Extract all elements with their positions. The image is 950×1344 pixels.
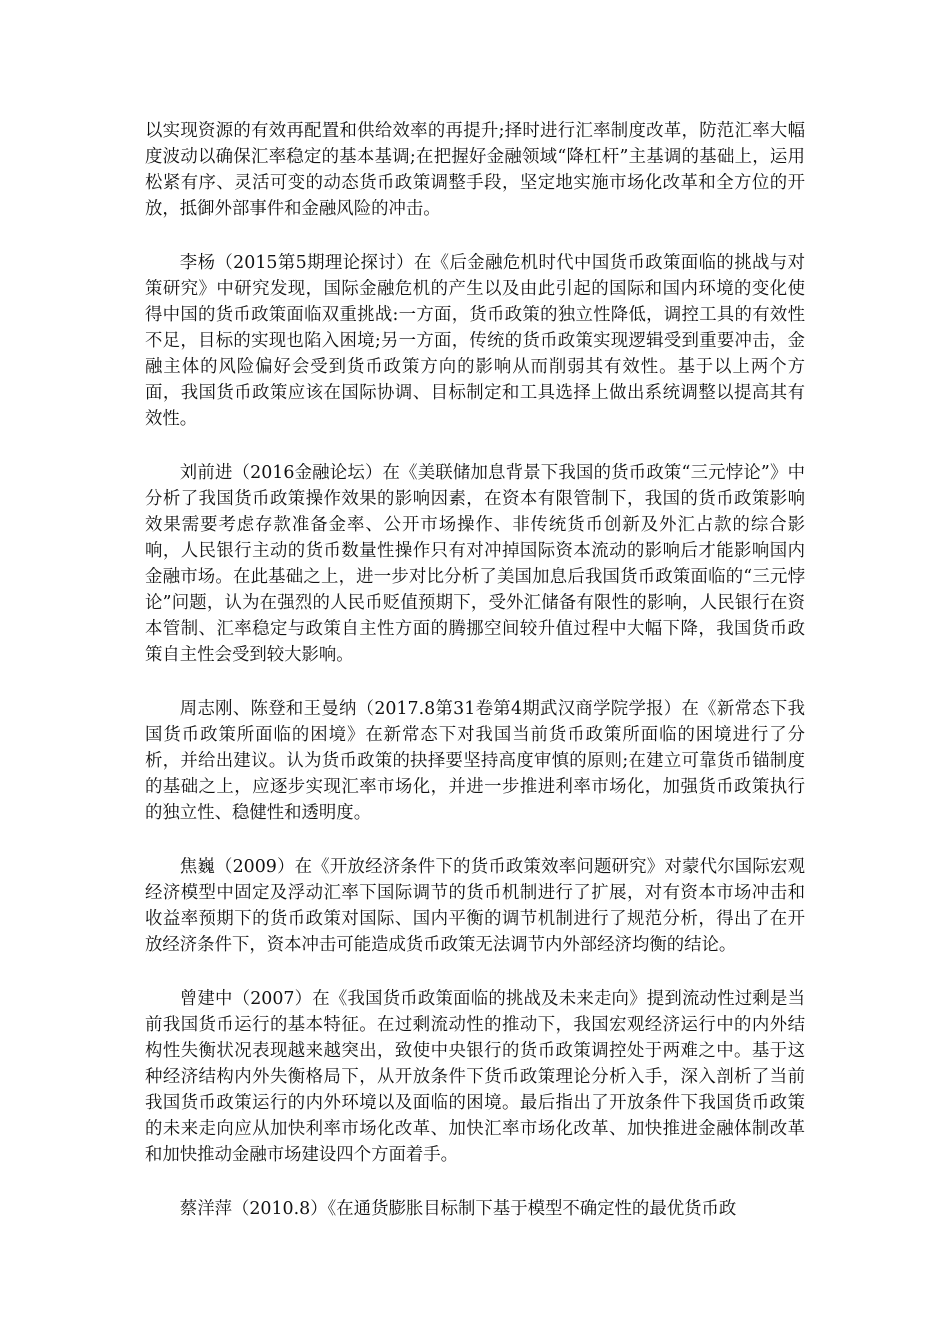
paragraph-zhou-zhigang: 周志刚、陈登和王曼纳（2017.8第31卷第4期武汉商学院学报）在《新常态下我国货币政策所面临的困境》在新常态下对我国当前货币政策所面临的困境进行了分析，并给出建议。认为货币政策的抉择要坚持高度审慎的原则;在建立可靠货币锚制度的基础之上，应逐步实现汇率市场化，并进一步推进利率市场化，加强货币政策执行的独立性、稳健性和透明度。 — [145, 699, 805, 823]
paragraph-zeng-jianzhong: 曾建中（2007）在《我国货币政策面临的挑战及未来走向》提到流动性过剩是当前我国货币运行的基本特征。在过剩流动性的推动下，我国宏观经济运行中的内外结构性失衡状况表现越来越突出，致使中央银行的货币政策调控处于两难之中。基于这种经济结构内外失衡格局下，从开放条件下货币政策理论分析入手，深入剖析了当前我国货币政策运行的内外环境以及面临的困境。最后指出了开放条件下我国货币政策的未来走向应从加快利率市场化改革、加快汇率市场化改革、加快推进金融体制改革和加快推动金融市场建设四个方面着手。 — [145, 989, 805, 1165]
paragraph-li-yang: 李杨（2015第5期理论探讨）在《后金融危机时代中国货币政策面临的挑战与对策研究》中研究发现，国际金融危机的产生以及由此引起的国际和国内环境的变化使得中国的货币政策面临双重挑战:一方面，货币政策的独立性降低，调控工具的有效性不足，目标的实现也陷入困境;另一方面，传统的货币政策实现逻辑受到重要冲击，金融主体的风险偏好会受到货币政策方向的影响从而削弱其有效性。基于以上两个方面，我国货币政策应该在国际协调、目标制定和工具选择上做出系统调整以提高其有效性。 — [145, 253, 805, 429]
paragraph-cai-yangping: 蔡洋萍（2010.8）《在通货膨胀目标制下基于模型不确定性的最优货币政 — [179, 1199, 737, 1219]
paragraph-continuation: 以实现资源的有效再配置和供给效率的再提升;择时进行汇率制度改革，防范汇率大幅度波动以确保汇率稳定的基本基调;在把握好金融领域“降杠杆”主基调的基础上，运用松紧有序、灵活可变的动态货币政策调整手段，坚定地实施市场化改革和全方位的开放，抵御外部事件和金融风险的冲击。 — [145, 121, 805, 219]
paragraph-jiao-wei: 焦巍（2009）在《开放经济条件下的货币政策效率问题研究》对蒙代尔国际宏观经济模型中固定及浮动汇率下国际调节的货币机制进行了扩展，对有资本市场冲击和收益率预期下的货币政策对国际、国内平衡的调节机制进行了规范分析，得出了在开放经济条件下，资本冲击可能造成货币政策无法调节内外部经济均衡的结论。 — [145, 857, 805, 955]
paragraph-liu-qianjin: 刘前进（2016金融论坛）在《美联储加息背景下我国的货币政策“三元悖论”》中分析了我国货币政策操作效果的影响因素，在资本有限管制下，我国的货币政策影响效果需要考虑存款准备金率、公开市场操作、非传统货币创新及外汇占款的综合影响，人民银行主动的货币数量性操作只有对冲掉国际资本流动的影响后才能影响国内金融市场。在此基础之上，进一步对比分析了美国加息后我国货币政策面临的“三元悖论”问题，认为在强烈的人民币贬值预期下，受外汇储备有限性的影响，人民银行在资本管制、汇率稳定与政策自主性方面的腾挪空间较升值过程中大幅下降，我国货币政策自主性会受到较大影响。 — [145, 463, 805, 665]
document-body — [145, 118, 805, 1250]
